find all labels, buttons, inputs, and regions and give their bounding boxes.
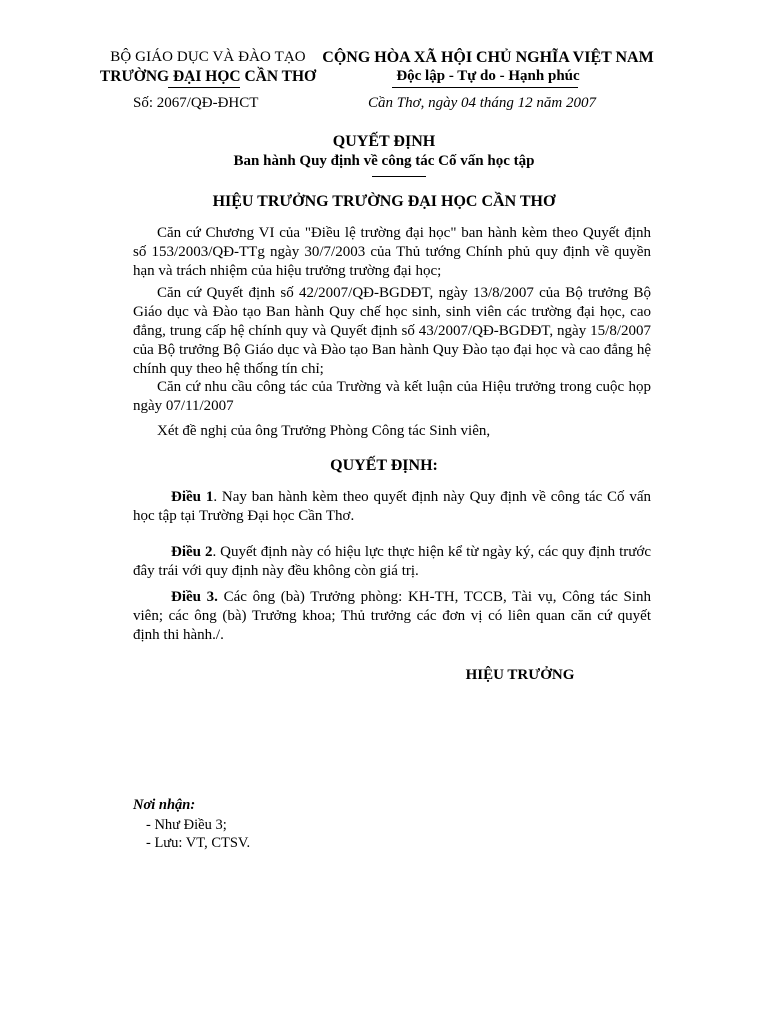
national-motto: Độc lập - Tự do - Hạnh phúc — [396, 68, 580, 84]
preamble-paragraph: Căn cứ Quyết định số 42/2007/QĐ-BGDĐT, ngày 13/8/2007 của Bộ trưởng Bộ Giáo dục và Đào tạo Ban hành Quy chế học sinh, sinh viên các trường đại học, cao đẳng, trung cấp hệ chính quy và Quyết định số 43/2007/QĐ-BGDĐT, ngày 15/8/2007 của Bộ trưởng Bộ Giáo dục và Đào tạo Ban hành Quy Đào tạo đại học và cao đẳng hệ chính quy theo hệ thống tín chỉ; — [133, 285, 651, 377]
preamble-paragraph: Căn cứ nhu cầu công tác của Trường và kết luận của Hiệu trưởng trong cuộc họp ngày 07/11/2007 — [133, 379, 651, 414]
article-text: Các ông (bà) Trưởng phòng: KH-TH, TCCB, Tài vụ, Công tác Sinh viên; các ông (bà) Trưởng khoa; Thủ trưởng các đơn vị có liên quan căn cứ quyết định thi hành./. — [133, 589, 651, 643]
signature-title: HIỆU TRƯỞNG — [465, 667, 575, 683]
motto-underline — [392, 87, 578, 88]
place-date: Cần Thơ, ngày 04 tháng 12 năm 2007 — [368, 95, 597, 111]
country-name: CỘNG HÒA XÃ HỘI CHỦ NGHĨA VIỆT NAM — [322, 49, 654, 66]
article-text: . Quyết định này có hiệu lực thực hiện kể từ ngày ký, các quy định trước đây trái với quy định này đều không còn giá trị. — [133, 544, 651, 579]
article-1 — [133, 488, 651, 526]
article-text: . Nay ban hành kèm theo quyết định này Quy định về công tác Cố vấn học tập tại Trường Đại học Cần Thơ. — [133, 489, 651, 524]
university-name: TRƯỜNG ĐẠI HỌC CẦN THƠ — [99, 68, 317, 85]
article-2 — [133, 543, 651, 581]
document-subtitle: Ban hành Quy định về công tác Cố vấn học tập — [233, 153, 535, 169]
document-title: QUYẾT ĐỊNH — [332, 133, 436, 150]
preamble-paragraph: Căn cứ Chương VI của "Điều lệ trường đại học" ban hành kèm theo Quyết định số 153/2003/QĐ-TTg ngày 30/7/2003 của Thủ tướng Chính phủ quy định về quyền hạn và trách nhiệm của hiệu trưởng trường đại học; — [133, 225, 651, 279]
authority-heading: HIỆU TRƯỞNG TRƯỜNG ĐẠI HỌC CẦN THƠ — [212, 193, 556, 210]
article-label: Điều 2 — [171, 544, 213, 560]
preamble-paragraph: Xét đề nghị của ông Trưởng Phòng Công tác Sinh viên, — [157, 423, 491, 439]
article-label: Điều 1 — [171, 489, 214, 505]
decision-heading: QUYẾT ĐỊNH: — [330, 457, 438, 474]
document-number: Số: 2067/QĐ-ĐHCT — [133, 95, 259, 111]
issuer-underline — [168, 87, 240, 88]
title-underline — [372, 176, 426, 177]
article-label: Điều 3. — [171, 589, 218, 605]
article-3 — [133, 588, 651, 645]
recipients-heading: Nơi nhận: — [133, 797, 196, 813]
recipient-item: - Lưu: VT, CTSV. — [146, 835, 251, 851]
issuer-header — [88, 48, 328, 86]
ministry-name: BỘ GIÁO DỤC VÀ ĐÀO TẠO — [110, 49, 306, 65]
national-header — [318, 48, 658, 86]
recipient-item: - Như Điều 3; — [146, 817, 227, 833]
